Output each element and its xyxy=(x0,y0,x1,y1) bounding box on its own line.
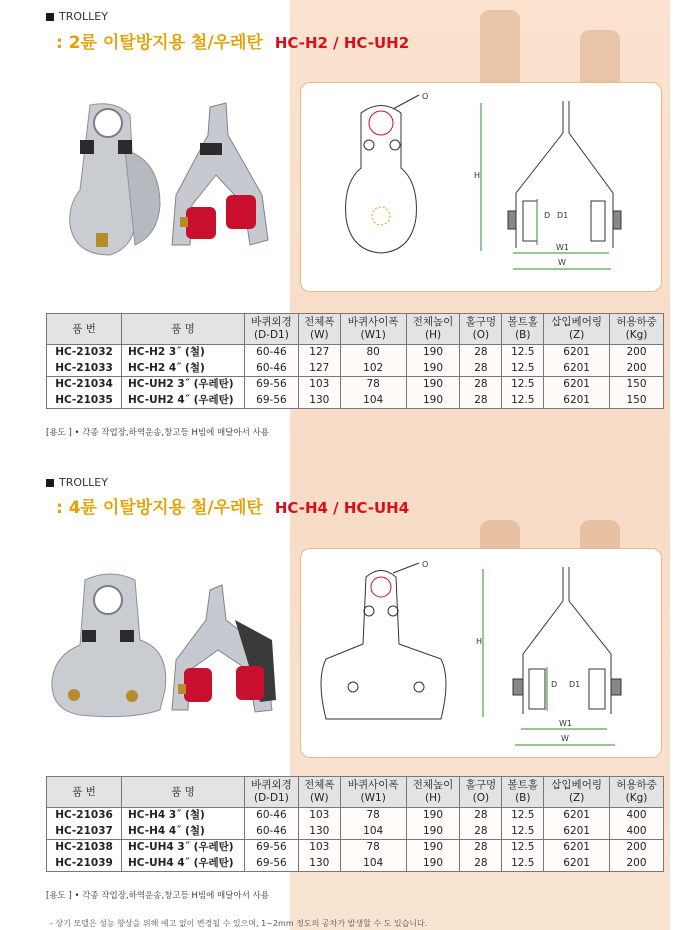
header-wheel-diameter: 바퀴외경 (D-D1) xyxy=(245,314,299,345)
cell-value: 104 xyxy=(340,393,406,409)
section-label: TROLLEY xyxy=(46,476,108,489)
cell-value: 78 xyxy=(340,840,406,856)
product-photo xyxy=(40,560,280,740)
label-w1: W1 xyxy=(556,243,569,252)
cell-value: 190 xyxy=(406,393,460,409)
header-bearing: 삽입베어링 (Z) xyxy=(544,777,610,808)
cell-value: 190 xyxy=(406,856,460,872)
cell-value: 69-56 xyxy=(245,393,299,409)
cell-value: 200 xyxy=(610,856,664,872)
cell-product-name: HC-UH2 4˝ (우레탄) xyxy=(122,393,245,409)
cell-value: 80 xyxy=(340,345,406,361)
cell-value: 190 xyxy=(406,824,460,840)
cell-value: 60-46 xyxy=(245,345,299,361)
header-bearing: 삽입베어링 (Z) xyxy=(544,314,610,345)
usage-note: [용도 ] • 각종 작업장,하역운송,창고등 H빔에 매달아서 사용 xyxy=(46,891,269,901)
header-part-no: 품 번 xyxy=(47,314,122,345)
cell-value: 104 xyxy=(340,824,406,840)
cell-value: 78 xyxy=(340,808,406,824)
cell-value: 12.5 xyxy=(502,840,544,856)
cell-part-no: HC-21038 xyxy=(47,840,122,856)
cell-value: 12.5 xyxy=(502,824,544,840)
cell-value: 190 xyxy=(406,840,460,856)
cell-value: 200 xyxy=(610,361,664,377)
front-profile-drawing xyxy=(346,95,419,253)
cell-value: 102 xyxy=(340,361,406,377)
cell-value: 69-56 xyxy=(245,856,299,872)
side-profile-drawing xyxy=(481,101,621,269)
cell-value: 6201 xyxy=(544,361,610,377)
cell-value: 6201 xyxy=(544,377,610,393)
cell-value: 150 xyxy=(610,377,664,393)
table-header-row xyxy=(47,777,664,808)
cell-value: 60-46 xyxy=(245,824,299,840)
cell-value: 190 xyxy=(406,345,460,361)
section-title xyxy=(56,493,409,518)
label-d1: D1 xyxy=(557,211,569,220)
section-title-text: : 4륜 이탈방지용 철/우레탄 xyxy=(56,498,263,518)
square-bullet-icon xyxy=(46,13,54,21)
usage-note: [용도 ] • 각종 작업장,하역운송,창고등 H빔에 매달아서 사용 xyxy=(46,428,269,438)
cell-value: 103 xyxy=(298,840,340,856)
cell-value: 69-56 xyxy=(245,377,299,393)
cell-value: 60-46 xyxy=(245,361,299,377)
cell-value: 28 xyxy=(460,856,502,872)
cell-value: 103 xyxy=(298,377,340,393)
header-wheel-gap: 바퀴사이폭 (W1) xyxy=(340,777,406,808)
section-title xyxy=(56,28,409,53)
dimension-diagram xyxy=(300,82,662,292)
header-total-height: 전체높이 (H) xyxy=(406,777,460,808)
cell-product-name: HC-UH4 4˝ (우레탄) xyxy=(122,856,245,872)
label-w: W xyxy=(558,258,566,267)
cell-value: 200 xyxy=(610,840,664,856)
cell-part-no: HC-21032 xyxy=(47,345,122,361)
cell-value: 28 xyxy=(460,808,502,824)
label-d: D xyxy=(551,680,558,689)
cell-value: 28 xyxy=(460,377,502,393)
cell-value: 6201 xyxy=(544,824,610,840)
trolley-side-view-image xyxy=(172,103,268,245)
cell-value: 6201 xyxy=(544,840,610,856)
cell-value: 127 xyxy=(298,361,340,377)
table-row xyxy=(47,361,664,377)
cell-value: 6201 xyxy=(544,856,610,872)
cell-value: 12.5 xyxy=(502,393,544,409)
cell-value: 127 xyxy=(298,345,340,361)
cell-value: 190 xyxy=(406,377,460,393)
header-product-name: 품 명 xyxy=(122,777,245,808)
label-d1: D1 xyxy=(569,680,581,689)
table-header-row xyxy=(47,314,664,345)
cell-value: 28 xyxy=(460,345,502,361)
header-bolt-hole: 볼트홀 (B) xyxy=(502,314,544,345)
cell-value: 150 xyxy=(610,393,664,409)
header-bolt-hole: 볼트홀 (B) xyxy=(502,777,544,808)
table-row xyxy=(47,856,664,872)
label-h: H xyxy=(474,171,481,180)
cell-product-name: HC-H4 3˝ (철) xyxy=(122,808,245,824)
cell-part-no: HC-21033 xyxy=(47,361,122,377)
label-w1: W1 xyxy=(559,719,572,728)
cell-value: 28 xyxy=(460,824,502,840)
table-row xyxy=(47,824,664,840)
model-code: HC-H4 / HC-UH4 xyxy=(274,499,410,517)
model-code: HC-H2 / HC-UH2 xyxy=(274,34,410,52)
front-profile-drawing xyxy=(321,563,446,719)
cell-value: 28 xyxy=(460,393,502,409)
cell-value: 12.5 xyxy=(502,808,544,824)
cell-part-no: HC-21034 xyxy=(47,377,122,393)
cell-value: 12.5 xyxy=(502,345,544,361)
cell-product-name: HC-H4 4˝ (철) xyxy=(122,824,245,840)
cell-part-no: HC-21035 xyxy=(47,393,122,409)
cell-value: 12.5 xyxy=(502,361,544,377)
cell-part-no: HC-21036 xyxy=(47,808,122,824)
cell-value: 130 xyxy=(298,856,340,872)
header-load: 허용하중 (Kg) xyxy=(610,777,664,808)
cell-product-name: HC-UH4 3˝ (우레탄) xyxy=(122,840,245,856)
header-total-width: 전체폭 (W) xyxy=(298,777,340,808)
square-bullet-icon xyxy=(46,479,54,487)
cell-value: 28 xyxy=(460,361,502,377)
cell-value: 12.5 xyxy=(502,856,544,872)
header-part-no: 품 번 xyxy=(47,777,122,808)
cell-value: 130 xyxy=(298,393,340,409)
header-hole: 홀구멍 (O) xyxy=(460,314,502,345)
cell-product-name: HC-H2 4˝ (철) xyxy=(122,361,245,377)
footnote: - 상기 모델은 성능 향상을 위해 예고 없이 변경될 수 있으며, 1~2mm 정도의 공차가 발생할 수 도 있습니다. xyxy=(50,919,428,928)
spec-table xyxy=(46,313,664,409)
cell-part-no: HC-21037 xyxy=(47,824,122,840)
cell-value: 78 xyxy=(340,377,406,393)
dimension-diagram xyxy=(300,548,662,758)
cell-value: 28 xyxy=(460,840,502,856)
header-wheel-diameter: 바퀴외경 (D-D1) xyxy=(245,777,299,808)
cell-value: 6201 xyxy=(544,345,610,361)
table-row xyxy=(47,377,664,393)
cell-value: 60-46 xyxy=(245,808,299,824)
trolley-side-view-image xyxy=(172,585,276,712)
cell-value: 103 xyxy=(298,808,340,824)
label-o: O xyxy=(422,560,429,569)
cell-product-name: HC-H2 3˝ (철) xyxy=(122,345,245,361)
label-d: D xyxy=(544,211,551,220)
cell-value: 104 xyxy=(340,856,406,872)
header-load: 허용하중 (Kg) xyxy=(610,314,664,345)
table-row xyxy=(47,840,664,856)
cell-value: 200 xyxy=(610,345,664,361)
label-o: O xyxy=(422,92,429,101)
header-hole: 홀구멍 (O) xyxy=(460,777,502,808)
cell-value: 190 xyxy=(406,808,460,824)
trolley-front-view-image xyxy=(70,104,160,255)
cell-value: 69-56 xyxy=(245,840,299,856)
section-label: TROLLEY xyxy=(46,10,108,23)
spec-table xyxy=(46,776,664,872)
header-product-name: 품 명 xyxy=(122,314,245,345)
cell-value: 190 xyxy=(406,361,460,377)
section-title-text: : 2륜 이탈방지용 철/우레탄 xyxy=(56,33,263,53)
table-row xyxy=(47,393,664,409)
cell-value: 400 xyxy=(610,808,664,824)
side-profile-drawing xyxy=(483,567,621,745)
label-w: W xyxy=(561,734,569,743)
cell-product-name: HC-UH2 3˝ (우레탄) xyxy=(122,377,245,393)
cell-value: 6201 xyxy=(544,393,610,409)
label-h: H xyxy=(476,637,483,646)
trolley-front-view-image xyxy=(52,574,166,717)
header-wheel-gap: 바퀴사이폭 (W1) xyxy=(340,314,406,345)
table-row xyxy=(47,808,664,824)
cell-value: 12.5 xyxy=(502,377,544,393)
cell-value: 6201 xyxy=(544,808,610,824)
table-row xyxy=(47,345,664,361)
cell-value: 400 xyxy=(610,824,664,840)
product-photo xyxy=(40,95,280,275)
cell-value: 130 xyxy=(298,824,340,840)
cell-part-no: HC-21039 xyxy=(47,856,122,872)
header-total-width: 전체폭 (W) xyxy=(298,314,340,345)
header-total-height: 전체높이 (H) xyxy=(406,314,460,345)
